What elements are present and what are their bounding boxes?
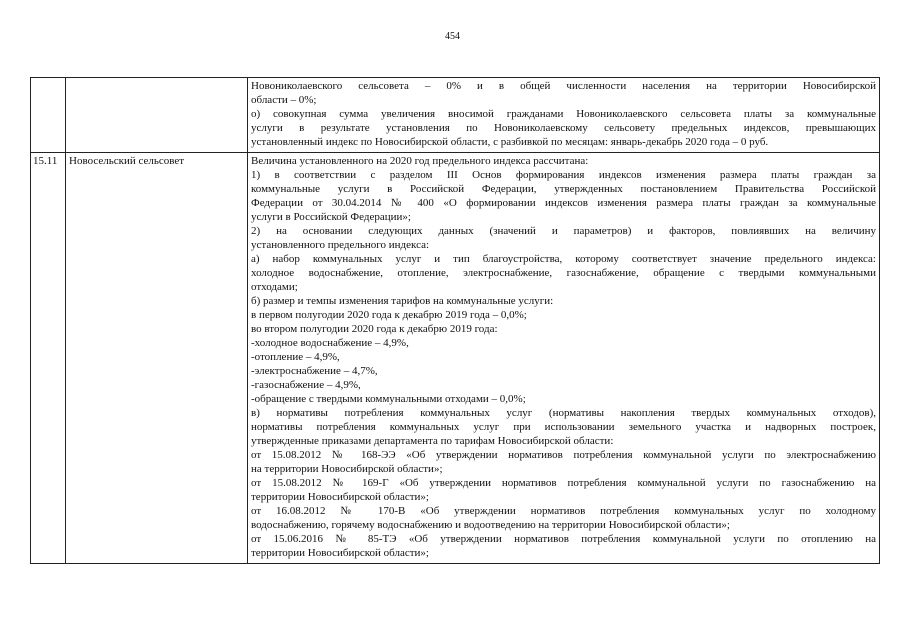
text-line: услуги в Российской Федерации»; (251, 211, 411, 223)
text-line: на территории Новосибирской области»; (251, 463, 443, 475)
text-line: во втором полугодии 2020 года к декабрю 2019 года: (251, 323, 498, 335)
municipality-name (66, 78, 247, 79)
table-row (31, 78, 880, 153)
text-line: от 15.08.2012 № 169-Г «Об утверждении нормативов потребления коммунальной услуги по газоснабжению на (251, 477, 876, 489)
text-line: установленного предельного индекса: (251, 239, 430, 251)
text-line: нормативы потребления коммунальных услуг при использовании земельного участка и надворных построек, (251, 421, 876, 433)
table-body (31, 78, 880, 564)
text-line: 2) на основании следующих данных (значений и параметров) и факторов, повлиявших на величину (251, 225, 876, 237)
text-line: коммунальные услуги в Российской Федерации, утвержденных постановлением Правительства Российской (251, 183, 876, 195)
text-line: от 15.08.2012 № 168-ЭЭ «Об утверждении нормативов потребления коммунальной услуги по электроснабжению (251, 449, 876, 461)
table-row (31, 153, 880, 564)
description-cell (248, 78, 880, 153)
text-line: Новониколаевского сельсовета – 0% и в общей численности населения на территории Новосибирской (251, 80, 876, 92)
text-line: территории Новосибирской области»; (251, 491, 429, 503)
text-line: -отопление – 4,9%, (251, 351, 340, 363)
municipality-name-cell (66, 153, 248, 564)
text-line: от 16.08.2012 № 170-В «Об утверждении нормативов потребления коммунальных услуг по холодному (251, 505, 876, 517)
row-number-cell (31, 153, 66, 564)
text-line: от 15.06.2016 № 85-ТЭ «Об утверждении нормативов потребления коммунальной услуги по отоплению на (251, 533, 876, 545)
text-line: холодное водоснабжение, отопление, электроснабжение, газоснабжение, обращение с твердыми коммунальными (251, 267, 876, 279)
municipality-name-cell (66, 78, 248, 153)
text-line: отходами; (251, 281, 298, 293)
text-line: -электроснабжение – 4,7%, (251, 365, 378, 377)
text-line: утвержденные приказами департамента по тарифам Новосибирской области: (251, 435, 614, 447)
municipality-name: Новосельский сельсовет (69, 155, 185, 167)
text-line: установленный индекс по Новосибирской области, с разбивкой по месяцам: январь-декабрь 2020 года – 0 руб. (251, 136, 769, 148)
text-line: б) размер и темпы изменения тарифов на коммунальные услуги: (251, 295, 554, 307)
text-line: -газоснабжение – 4,9%, (251, 379, 361, 391)
row-number-cell (31, 78, 66, 153)
text-line: территории Новосибирской области»; (251, 547, 429, 559)
text-line: а) набор коммунальных услуг и тип благоустройства, которому соответствует значение предельного индекса: (251, 253, 876, 265)
text-line: Федерации от 30.04.2014 № 400 «О формировании индексов изменения размера платы граждан за коммунальные (251, 197, 876, 209)
text-line: в) нормативы потребления коммунальных услуг (нормативы накопления твердых коммунальных отходов), (251, 407, 876, 419)
row-number (31, 78, 65, 79)
text-line: водоснабжению, горячему водоснабжению и водоотведению на территории Новосибирской области»; (251, 519, 730, 531)
description-cell (248, 153, 880, 564)
text-line: 1) в соответствии с разделом III Основ формирования индексов изменения размера платы граждан за (251, 169, 876, 181)
text-line: -холодное водоснабжение – 4,9%, (251, 337, 409, 349)
row-number: 15.11 (33, 155, 58, 167)
text-line: услуги в результате установления по Новониколаевскому сельсовету предельных индексов, превышающих (251, 122, 876, 134)
text-line: Величина установленного на 2020 год предельного индекса рассчитана: (251, 155, 589, 167)
text-line: в первом полугодии 2020 года к декабрю 2019 года – 0,0%; (251, 309, 527, 321)
page-number: 454 (445, 31, 460, 42)
text-line: -обращение с твердыми коммунальными отходами – 0,0%; (251, 393, 526, 405)
text-line: области – 0%; (251, 94, 317, 106)
document-table (30, 77, 880, 564)
text-line: о) совокупная сумма увеличения вносимой гражданами Новониколаевского сельсовета платы за коммунальные (251, 108, 876, 120)
